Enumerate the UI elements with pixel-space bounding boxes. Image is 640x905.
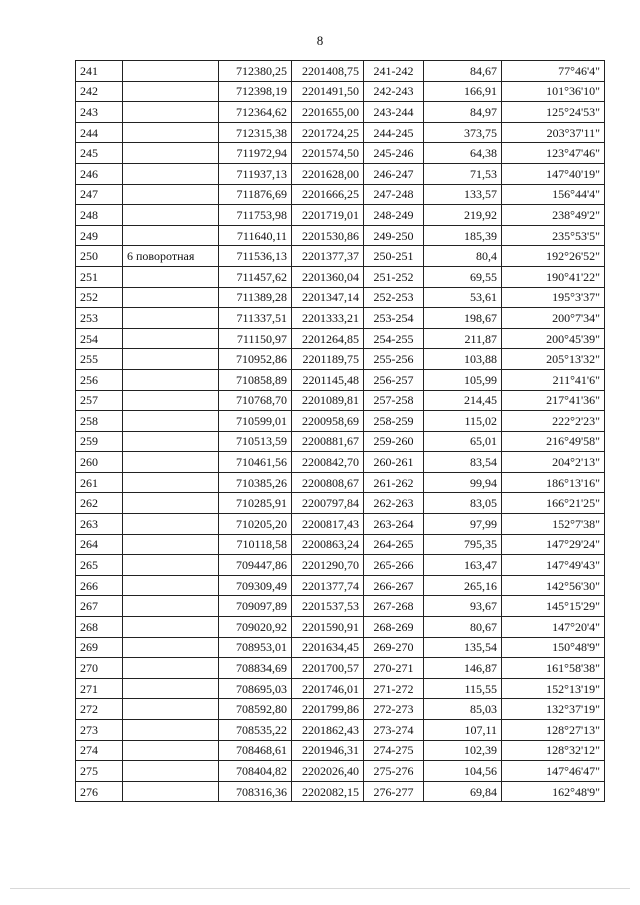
point-name-cell [123,678,219,699]
angle-cell: 123°47'46" [502,143,605,164]
angle-cell: 132°37'19" [502,699,605,720]
x-coordinate-cell: 710599,01 [219,411,292,432]
table-row [76,349,605,370]
x-coordinate-cell: 708695,03 [219,678,292,699]
x-coordinate-cell: 711972,94 [219,143,292,164]
segment-cell: 273-274 [364,720,424,741]
angle-cell: 152°7'38" [502,514,605,535]
table-row [76,225,605,246]
segment-cell: 275-276 [364,761,424,782]
point-name-cell [123,699,219,720]
length-cell: 103,88 [424,349,502,370]
point-number-cell: 275 [76,761,123,782]
point-name-cell [123,328,219,349]
y-coordinate-cell: 2201189,75 [292,349,364,370]
table-row [76,431,605,452]
angle-cell: 142°56'30" [502,575,605,596]
point-name-cell [123,761,219,782]
segment-cell: 265-266 [364,555,424,576]
angle-cell: 195°3'37" [502,287,605,308]
segment-cell: 261-262 [364,472,424,493]
segment-cell: 257-258 [364,390,424,411]
x-coordinate-cell: 710385,26 [219,472,292,493]
length-cell: 97,99 [424,514,502,535]
table-row [76,266,605,287]
angle-cell: 156°44'4" [502,184,605,205]
x-coordinate-cell: 710205,20 [219,514,292,535]
point-number-cell: 243 [76,102,123,123]
point-number-cell: 262 [76,493,123,514]
point-number-cell: 258 [76,411,123,432]
x-coordinate-cell: 708404,82 [219,761,292,782]
y-coordinate-cell: 2201628,00 [292,163,364,184]
x-coordinate-cell: 710768,70 [219,390,292,411]
point-number-cell: 246 [76,163,123,184]
y-coordinate-cell: 2201491,50 [292,81,364,102]
angle-cell: 150°48'9" [502,637,605,658]
segment-cell: 250-251 [364,246,424,267]
table-row [76,390,605,411]
y-coordinate-cell: 2201145,48 [292,369,364,390]
segment-cell: 272-273 [364,699,424,720]
table-row [76,493,605,514]
y-coordinate-cell: 2201746,01 [292,678,364,699]
point-number-cell: 244 [76,122,123,143]
y-coordinate-cell: 2200958,69 [292,411,364,432]
table-row [76,452,605,473]
length-cell: 107,11 [424,720,502,741]
table-row [76,122,605,143]
point-name-cell [123,390,219,411]
x-coordinate-cell: 708592,80 [219,699,292,720]
point-name-cell [123,781,219,802]
table-row [76,575,605,596]
segment-cell: 255-256 [364,349,424,370]
length-cell: 80,4 [424,246,502,267]
x-coordinate-cell: 711876,69 [219,184,292,205]
y-coordinate-cell: 2201574,50 [292,143,364,164]
x-coordinate-cell: 712364,62 [219,102,292,123]
point-name-cell [123,184,219,205]
x-coordinate-cell: 708316,36 [219,781,292,802]
point-number-cell: 259 [76,431,123,452]
segment-cell: 249-250 [364,225,424,246]
x-coordinate-cell: 708834,69 [219,658,292,679]
angle-cell: 128°32'12" [502,740,605,761]
point-number-cell: 253 [76,308,123,329]
table-row [76,658,605,679]
point-name-cell [123,61,219,82]
angle-cell: 147°20'4" [502,617,605,638]
angle-cell: 190°41'22" [502,266,605,287]
angle-cell: 205°13'32" [502,349,605,370]
table-row [76,411,605,432]
segment-cell: 271-272 [364,678,424,699]
x-coordinate-cell: 709447,86 [219,555,292,576]
table-row [76,534,605,555]
table-row [76,720,605,741]
angle-cell: 147°40'19" [502,163,605,184]
point-name-cell [123,658,219,679]
table-row [76,596,605,617]
point-number-cell: 274 [76,740,123,761]
y-coordinate-cell: 2201946,31 [292,740,364,761]
table-row [76,102,605,123]
table-row [76,637,605,658]
point-name-cell [123,555,219,576]
x-coordinate-cell: 711150,97 [219,328,292,349]
x-coordinate-cell: 709097,89 [219,596,292,617]
x-coordinate-cell: 710461,56 [219,452,292,473]
angle-cell: 162°48'9" [502,781,605,802]
point-name-cell [123,308,219,329]
table-row [76,61,605,82]
y-coordinate-cell: 2201347,14 [292,287,364,308]
y-coordinate-cell: 2202082,15 [292,781,364,802]
y-coordinate-cell: 2201799,86 [292,699,364,720]
y-coordinate-cell: 2201862,43 [292,720,364,741]
segment-cell: 268-269 [364,617,424,638]
point-number-cell: 241 [76,61,123,82]
length-cell: 83,54 [424,452,502,473]
point-number-cell: 263 [76,514,123,535]
segment-cell: 247-248 [364,184,424,205]
length-cell: 99,94 [424,472,502,493]
y-coordinate-cell: 2201333,21 [292,308,364,329]
length-cell: 80,67 [424,617,502,638]
x-coordinate-cell: 711753,98 [219,205,292,226]
x-coordinate-cell: 712315,38 [219,122,292,143]
y-coordinate-cell: 2200797,84 [292,493,364,514]
angle-cell: 200°45'39" [502,328,605,349]
length-cell: 84,97 [424,102,502,123]
point-number-cell: 249 [76,225,123,246]
table-row [76,308,605,329]
y-coordinate-cell: 2201408,75 [292,61,364,82]
angle-cell: 125°24'53" [502,102,605,123]
segment-cell: 253-254 [364,308,424,329]
table-row [76,184,605,205]
segment-cell: 244-245 [364,122,424,143]
point-name-cell [123,205,219,226]
segment-cell: 266-267 [364,575,424,596]
point-name-cell [123,411,219,432]
point-number-cell: 247 [76,184,123,205]
length-cell: 105,99 [424,369,502,390]
point-number-cell: 242 [76,81,123,102]
segment-cell: 251-252 [364,266,424,287]
angle-cell: 200°7'34" [502,308,605,329]
x-coordinate-cell: 708468,61 [219,740,292,761]
point-number-cell: 267 [76,596,123,617]
point-name-cell [123,225,219,246]
point-name-cell [123,514,219,535]
length-cell: 84,67 [424,61,502,82]
y-coordinate-cell: 2201290,70 [292,555,364,576]
x-coordinate-cell: 712398,19 [219,81,292,102]
length-cell: 219,92 [424,205,502,226]
length-cell: 115,02 [424,411,502,432]
segment-cell: 246-247 [364,163,424,184]
length-cell: 69,84 [424,781,502,802]
y-coordinate-cell: 2202026,40 [292,761,364,782]
angle-cell: 238°49'2" [502,205,605,226]
length-cell: 211,87 [424,328,502,349]
x-coordinate-cell: 708953,01 [219,637,292,658]
point-name-cell [123,637,219,658]
point-name-cell [123,122,219,143]
length-cell: 163,47 [424,555,502,576]
point-number-cell: 272 [76,699,123,720]
segment-cell: 241-242 [364,61,424,82]
angle-cell: 147°46'47" [502,761,605,782]
y-coordinate-cell: 2201634,45 [292,637,364,658]
table-row [76,81,605,102]
point-name-cell [123,493,219,514]
length-cell: 65,01 [424,431,502,452]
segment-cell: 264-265 [364,534,424,555]
point-name-cell [123,720,219,741]
length-cell: 214,45 [424,390,502,411]
length-cell: 104,56 [424,761,502,782]
table-row [76,328,605,349]
point-name-cell [123,369,219,390]
point-name-cell [123,163,219,184]
point-name-cell [123,431,219,452]
table-row [76,699,605,720]
x-coordinate-cell: 709309,49 [219,575,292,596]
table-row [76,678,605,699]
point-name-cell [123,452,219,473]
y-coordinate-cell: 2200842,70 [292,452,364,473]
y-coordinate-cell: 2201724,25 [292,122,364,143]
segment-cell: 262-263 [364,493,424,514]
segment-cell: 267-268 [364,596,424,617]
y-coordinate-cell: 2201377,74 [292,575,364,596]
y-coordinate-cell: 2201666,25 [292,184,364,205]
y-coordinate-cell: 2201590,91 [292,617,364,638]
segment-cell: 258-259 [364,411,424,432]
point-number-cell: 252 [76,287,123,308]
length-cell: 85,03 [424,699,502,720]
angle-cell: 204°2'13" [502,452,605,473]
segment-cell: 259-260 [364,431,424,452]
table-row [76,163,605,184]
angle-cell: 203°37'11" [502,122,605,143]
point-number-cell: 264 [76,534,123,555]
y-coordinate-cell: 2200881,67 [292,431,364,452]
angle-cell: 147°29'24" [502,534,605,555]
x-coordinate-cell: 710285,91 [219,493,292,514]
y-coordinate-cell: 2201360,04 [292,266,364,287]
table-row [76,761,605,782]
angle-cell: 101°36'10" [502,81,605,102]
point-number-cell: 248 [76,205,123,226]
length-cell: 265,16 [424,575,502,596]
angle-cell: 77°46'4" [502,61,605,82]
x-coordinate-cell: 711389,28 [219,287,292,308]
point-name-cell [123,596,219,617]
x-coordinate-cell: 710513,59 [219,431,292,452]
point-name-cell [123,287,219,308]
y-coordinate-cell: 2201264,85 [292,328,364,349]
length-cell: 64,38 [424,143,502,164]
length-cell: 115,55 [424,678,502,699]
x-coordinate-cell: 711640,11 [219,225,292,246]
point-number-cell: 254 [76,328,123,349]
y-coordinate-cell: 2201700,57 [292,658,364,679]
segment-cell: 252-253 [364,287,424,308]
point-name-cell [123,102,219,123]
table-row [76,555,605,576]
y-coordinate-cell: 2200808,67 [292,472,364,493]
point-number-cell: 269 [76,637,123,658]
angle-cell: 145°15'29" [502,596,605,617]
point-number-cell: 268 [76,617,123,638]
y-coordinate-cell: 2201719,01 [292,205,364,226]
x-coordinate-cell: 709020,92 [219,617,292,638]
angle-cell: 152°13'19" [502,678,605,699]
length-cell: 135,54 [424,637,502,658]
segment-cell: 245-246 [364,143,424,164]
point-name-cell [123,266,219,287]
point-number-cell: 260 [76,452,123,473]
angle-cell: 235°53'5" [502,225,605,246]
y-coordinate-cell: 2201089,81 [292,390,364,411]
table-row [76,472,605,493]
point-number-cell: 273 [76,720,123,741]
x-coordinate-cell: 711937,13 [219,163,292,184]
table-row [76,369,605,390]
point-number-cell: 256 [76,369,123,390]
x-coordinate-cell: 710118,58 [219,534,292,555]
y-coordinate-cell: 2200817,43 [292,514,364,535]
x-coordinate-cell: 712380,25 [219,61,292,82]
y-coordinate-cell: 2201530,86 [292,225,364,246]
point-name-cell [123,349,219,370]
coordinates-table [75,60,605,802]
x-coordinate-cell: 711337,51 [219,308,292,329]
segment-cell: 248-249 [364,205,424,226]
angle-cell: 211°41'6" [502,369,605,390]
table-row [76,781,605,802]
y-coordinate-cell: 2201537,53 [292,596,364,617]
angle-cell: 216°49'58" [502,431,605,452]
x-coordinate-cell: 710858,89 [219,369,292,390]
point-number-cell: 255 [76,349,123,370]
x-coordinate-cell: 711536,13 [219,246,292,267]
point-name-cell [123,617,219,638]
point-name-cell [123,143,219,164]
angle-cell: 186°13'16" [502,472,605,493]
y-coordinate-cell: 2201377,37 [292,246,364,267]
segment-cell: 242-243 [364,81,424,102]
length-cell: 102,39 [424,740,502,761]
point-number-cell: 261 [76,472,123,493]
table-row [76,740,605,761]
x-coordinate-cell: 708535,22 [219,720,292,741]
length-cell: 185,39 [424,225,502,246]
length-cell: 373,75 [424,122,502,143]
length-cell: 795,35 [424,534,502,555]
point-number-cell: 266 [76,575,123,596]
angle-cell: 128°27'13" [502,720,605,741]
segment-cell: 270-271 [364,658,424,679]
length-cell: 198,67 [424,308,502,329]
x-coordinate-cell: 710952,86 [219,349,292,370]
length-cell: 133,57 [424,184,502,205]
segment-cell: 274-275 [364,740,424,761]
table-row [76,205,605,226]
length-cell: 83,05 [424,493,502,514]
length-cell: 71,53 [424,163,502,184]
segment-cell: 269-270 [364,637,424,658]
y-coordinate-cell: 2200863,24 [292,534,364,555]
page-number: 8 [316,33,324,48]
segment-cell: 260-261 [364,452,424,473]
point-number-cell: 251 [76,266,123,287]
segment-cell: 263-264 [364,514,424,535]
segment-cell: 276-277 [364,781,424,802]
table-row [76,287,605,308]
table-row [76,246,605,267]
page-bottom-edge [10,888,630,889]
point-name-cell [123,575,219,596]
point-name-cell: 6 поворотная [123,246,219,267]
length-cell: 69,55 [424,266,502,287]
point-name-cell [123,740,219,761]
length-cell: 93,67 [424,596,502,617]
point-number-cell: 250 [76,246,123,267]
point-number-cell: 245 [76,143,123,164]
angle-cell: 222°2'23" [502,411,605,432]
point-number-cell: 257 [76,390,123,411]
angle-cell: 166°21'25" [502,493,605,514]
angle-cell: 217°41'36" [502,390,605,411]
length-cell: 166,91 [424,81,502,102]
table-row [76,617,605,638]
point-number-cell: 265 [76,555,123,576]
point-name-cell [123,81,219,102]
angle-cell: 161°58'38" [502,658,605,679]
segment-cell: 256-257 [364,369,424,390]
point-number-cell: 276 [76,781,123,802]
angle-cell: 192°26'52" [502,246,605,267]
table-row [76,514,605,535]
segment-cell: 254-255 [364,328,424,349]
point-number-cell: 271 [76,678,123,699]
angle-cell: 147°49'43" [502,555,605,576]
y-coordinate-cell: 2201655,00 [292,102,364,123]
table-row [76,143,605,164]
table-body [76,61,605,802]
length-cell: 53,61 [424,287,502,308]
point-name-cell [123,472,219,493]
length-cell: 146,87 [424,658,502,679]
x-coordinate-cell: 711457,62 [219,266,292,287]
point-name-cell [123,534,219,555]
segment-cell: 243-244 [364,102,424,123]
point-number-cell: 270 [76,658,123,679]
